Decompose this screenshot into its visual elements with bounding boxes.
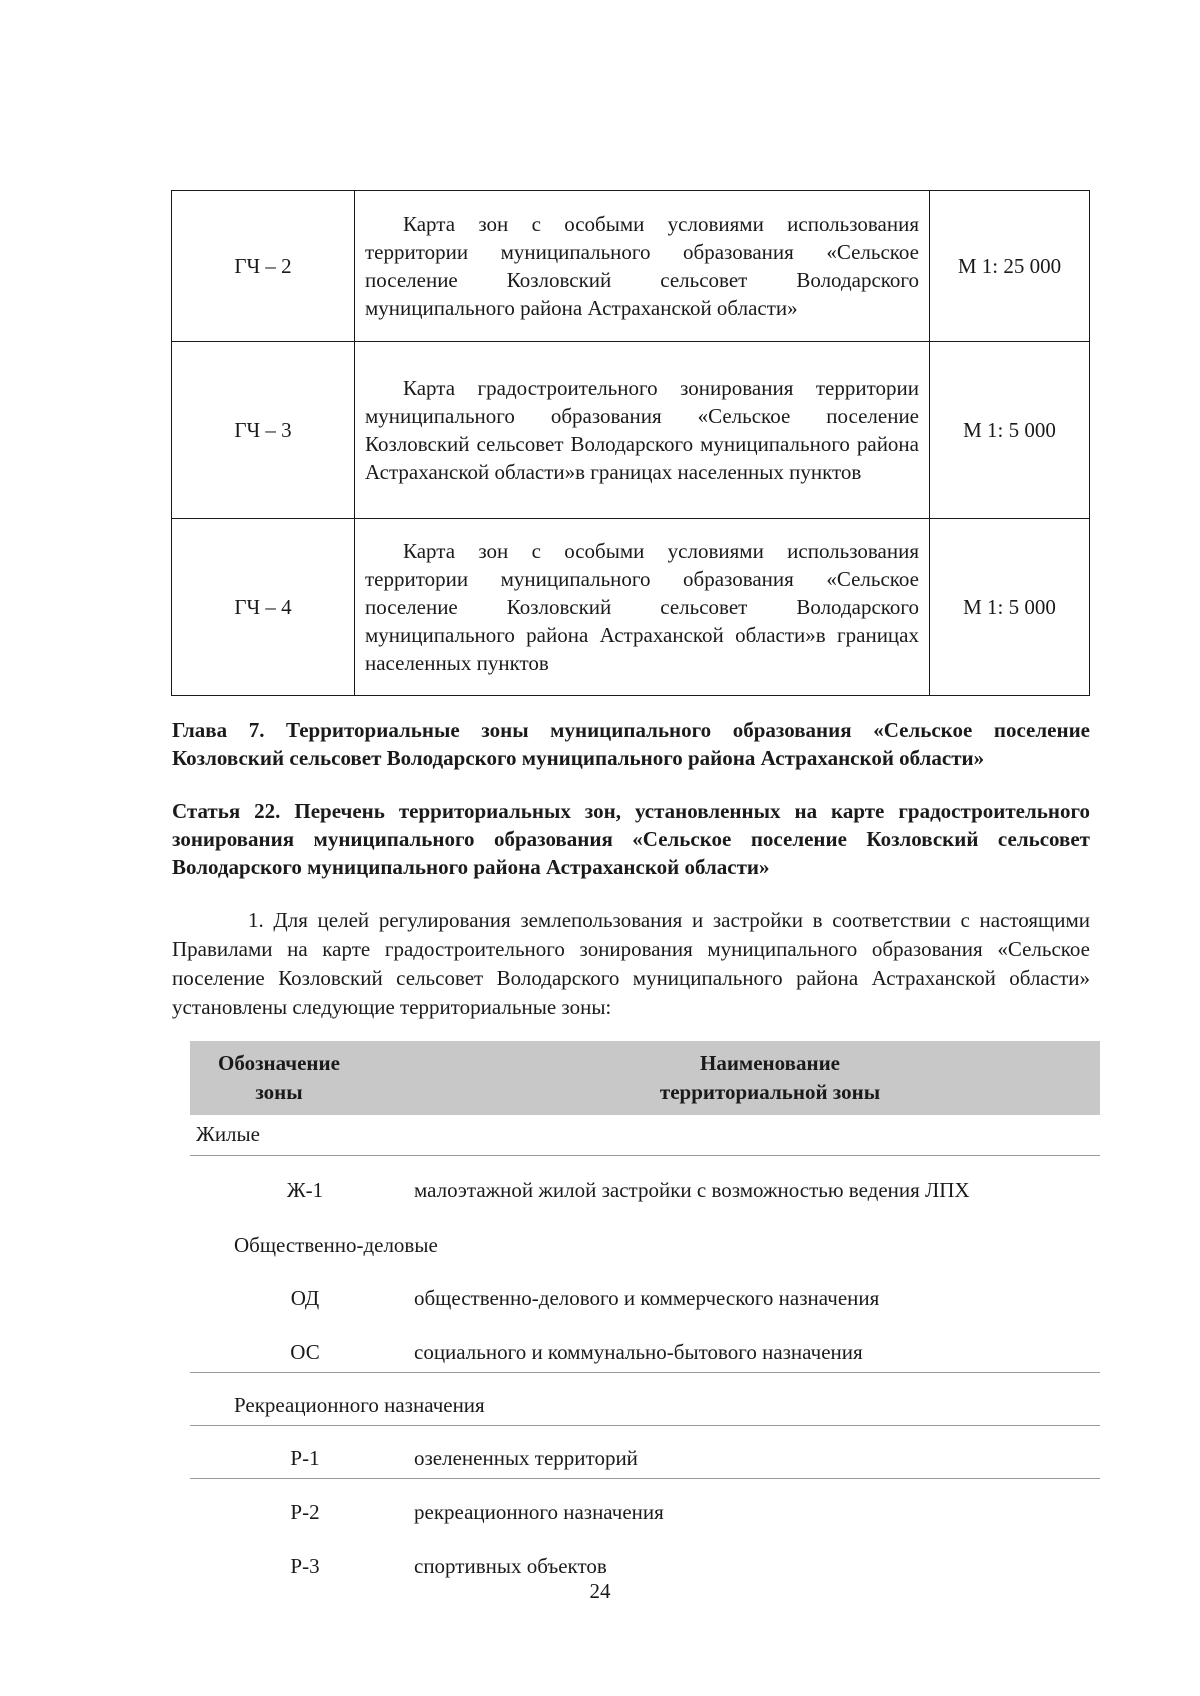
header-zone-name-line1: Наименование: [700, 1051, 840, 1075]
map-code: ГЧ – 2: [172, 191, 355, 342]
map-scale: М 1: 5 000: [930, 342, 1090, 519]
zone-row: [190, 1498, 1100, 1532]
zone-category-row: [190, 1391, 1100, 1426]
map-scale: М 1: 25 000: [930, 191, 1090, 342]
map-description-text: Карта зон с особыми условиями использования территории муниципального образования «Сельское поселение Козловский сельсовет Володарского муниципального района Астраханской области»в границах населенных пунктов: [365, 539, 919, 675]
zone-name: социального и коммунально-бытового назначения: [414, 1340, 863, 1364]
page-number: 24: [589, 1579, 611, 1603]
zone-row: [190, 1176, 1100, 1210]
zones-table-header: [190, 1041, 1100, 1115]
article-heading: Статья 22. Перечень территориальных зон, установленных на карте градостроительного зонирования муниципального образования «Сельское поселение Козловский сельсовет Володарского муниципального района Астраханской области»: [172, 799, 1090, 879]
zone-name: рекреационного назначения: [414, 1500, 664, 1524]
zone-category-row: [190, 1120, 1100, 1156]
zone-name: спортивных объектов: [414, 1554, 607, 1578]
zone-code: ОД: [290, 1286, 320, 1310]
zone-code: ОС: [290, 1340, 320, 1364]
map-description: [355, 342, 930, 519]
map-code: ГЧ – 4: [172, 519, 355, 696]
table-row: [172, 191, 1090, 342]
zone-code: Р-3: [290, 1554, 320, 1578]
header-zone-name-line2: территориальной зоны: [659, 1080, 881, 1104]
map-description: [355, 519, 930, 696]
zone-category-label: Рекреационного назначения: [234, 1393, 485, 1417]
zone-name: малоэтажной жилой застройки с возможностью ведения ЛПХ: [414, 1178, 970, 1202]
header-zone-code-line2: зоны: [255, 1080, 303, 1104]
chapter-heading: Глава 7. Территориальные зоны муниципального образования «Сельское поселение Козловский сельсовет Володарского муниципального района Астраханской области»: [172, 718, 1090, 770]
header-zone-name: [490, 1049, 1050, 1107]
zone-row: [190, 1338, 1100, 1373]
zone-name: озелененных территорий: [414, 1446, 638, 1470]
header-zone-code-line1: Обозначение: [218, 1051, 340, 1075]
zone-category-label: Общественно-деловые: [234, 1233, 438, 1257]
map-description-text: Карта зон с особыми условиями использования территории муниципального образования «Сельское поселение Козловский сельсовет Володарского муниципального района Астраханской области»: [365, 212, 919, 320]
zone-code: Ж-1: [286, 1178, 324, 1202]
zone-code: Р-2: [290, 1500, 320, 1524]
table-row: [172, 519, 1090, 696]
zone-row: [190, 1444, 1100, 1479]
zone-row: [190, 1552, 1100, 1578]
map-scale: М 1: 5 000: [930, 519, 1090, 696]
zone-code: Р-1: [290, 1446, 320, 1470]
maps-table: [171, 190, 1090, 696]
zone-row: [190, 1284, 1100, 1318]
header-zone-code: [204, 1049, 354, 1107]
map-description-text: Карта градостроительного зонирования территории муниципального образования «Сельское поселение Козловский сельсовет Володарского муниципального района Астраханской области»в границах населенных пунктов: [365, 376, 919, 484]
paragraph-1: 1. Для целей регулирования землепользования и застройки в соответствии с настоящими Правилами на карте градостроительного зонирования муниципального образования «Сельское поселение Козловский сельсовет Володарского муниципального района Астраханской области» установлены следующие территориальные зоны:: [172, 908, 1090, 1019]
zone-category-row: [190, 1231, 1100, 1265]
table-row: [172, 342, 1090, 519]
map-code: ГЧ – 3: [172, 342, 355, 519]
zone-name: общественно-делового и коммерческого назначения: [414, 1286, 880, 1310]
map-description: [355, 191, 930, 342]
zone-category-label: Жилые: [196, 1122, 260, 1146]
